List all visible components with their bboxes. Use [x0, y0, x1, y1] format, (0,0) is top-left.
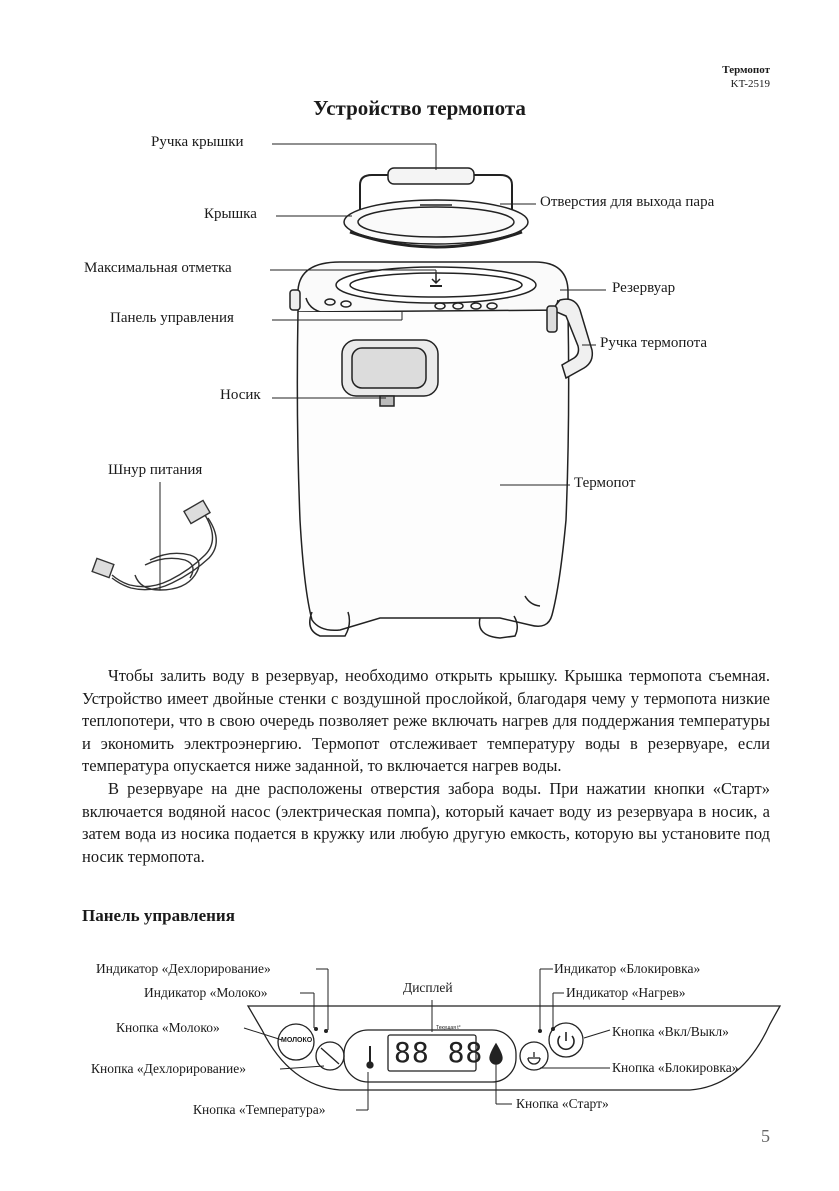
header-product: Термопот — [722, 64, 770, 76]
label-display: Дисплей — [403, 980, 453, 995]
label-ind-heat: Индикатор «Нагрев» — [566, 985, 686, 1000]
power-cord-illustration — [92, 500, 216, 590]
label-reservoir: Резервуар — [612, 280, 676, 296]
body-text — [82, 665, 770, 868]
label-steam-vents: Отверстия для выхода пара — [540, 194, 715, 210]
start-drop-icon — [490, 1044, 502, 1064]
page-number: 5 — [761, 1126, 770, 1146]
display-digits: 88 88 — [394, 1036, 484, 1069]
paragraph-1: Чтобы залить воду в резервуар, необходимо открыть крышку. Крышка термопота съемная. Устройство имеет двойные стенки с воздушной прослойкой, благодаря чему у термопота низкие теплопотери, что в свою очередь позволяет реже включать нагрев для поддержания температуры и экономить электроэнергию. Термопот отслеживает температуру воды в резервуаре, если температура опускается ниже заданной, то включается нагрев воды. — [82, 666, 770, 776]
display-caption: Текущая t° — [436, 1025, 461, 1031]
label-btn-lock: Кнопка «Блокировка» — [612, 1060, 739, 1075]
label-btn-dechlor: Кнопка «Дехлорирование» — [91, 1061, 246, 1076]
header-model-number: KT-2519 — [730, 78, 770, 90]
page-title: Устройство термопота — [313, 96, 526, 120]
label-lid-handle: Ручка крышки — [151, 134, 244, 150]
label-pot-handle: Ручка термопота — [600, 335, 708, 351]
milk-button-text: МОЛОКО — [281, 1037, 313, 1044]
label-lid: Крышка — [204, 206, 257, 222]
label-btn-milk: Кнопка «Молоко» — [116, 1020, 220, 1035]
label-spout: Носик — [220, 387, 261, 403]
label-control-panel: Панель управления — [110, 310, 234, 326]
label-ind-milk: Индикатор «Молоко» — [144, 985, 268, 1000]
label-btn-temp: Кнопка «Температура» — [193, 1102, 326, 1117]
label-power-cord: Шнур питания — [108, 462, 203, 478]
paragraph-2: В резервуаре на дне расположены отверстия забора воды. При нажатии кнопки «Старт» включается водяной насос (электрическая помпа), который качает воду из резервуара в носик, а затем вода из носика подается в кружку или любую другую емкость, которую вы установите под носик термопота. — [82, 778, 770, 866]
label-thermopot: Термопот — [574, 475, 636, 491]
label-ind-dechlor: Индикатор «Дехлорирование» — [96, 961, 271, 976]
lid-handle-grip — [388, 168, 474, 184]
label-max-mark: Максимальная отметка — [84, 260, 232, 276]
label-btn-power: Кнопка «Вкл/Выкл» — [612, 1024, 729, 1039]
label-btn-start: Кнопка «Старт» — [516, 1096, 609, 1111]
label-ind-lock: Индикатор «Блокировка» — [554, 961, 701, 976]
section-title: Панель управления — [82, 906, 235, 925]
